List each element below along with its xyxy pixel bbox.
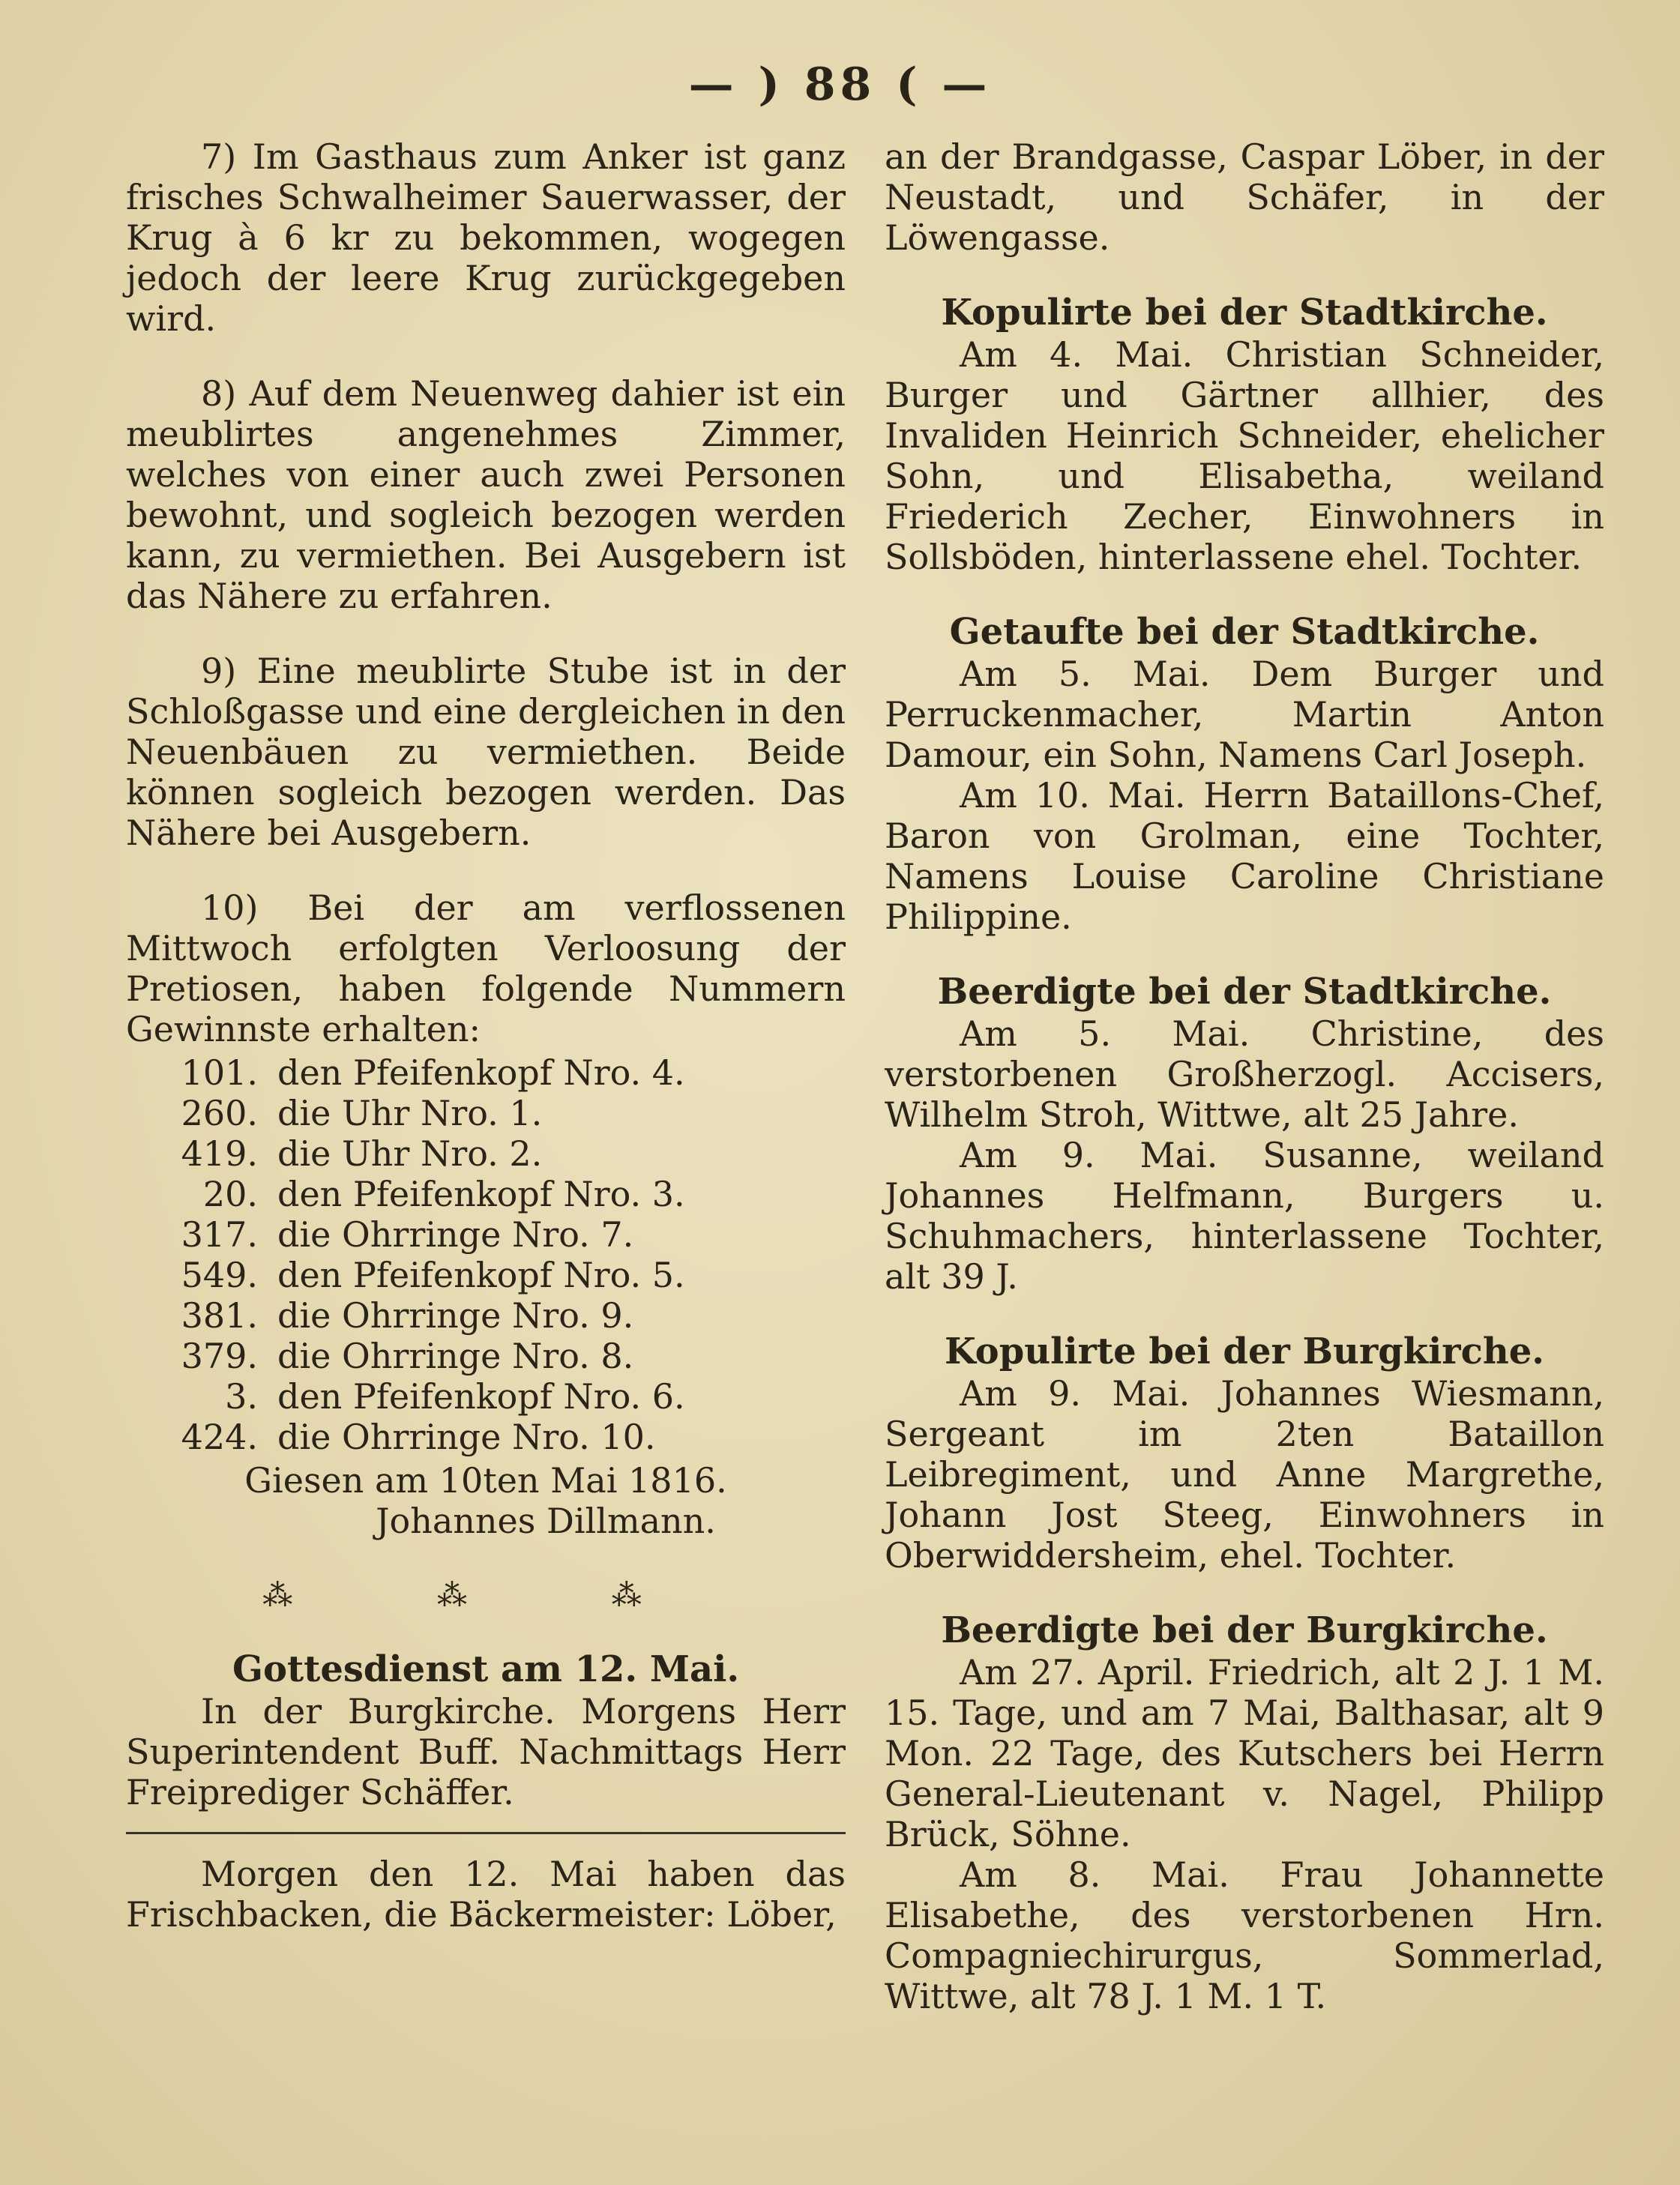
lottery-row bbox=[126, 1255, 846, 1295]
lottery-row bbox=[126, 1336, 846, 1376]
bakers-notice: Morgen den 12. Mai haben das Frischbacken, die Bäckermeister: Löber, bbox=[126, 1854, 846, 1935]
notice-item-9: 9) Eine meublirte Stube ist in der Schloßgasse und eine dergleichen in den Neuenbäuen zu vermiethen. Beide können sogleich bezogen werden. Das Nähere bei Ausgebern. bbox=[126, 651, 846, 853]
lottery-number: 3. bbox=[225, 1376, 258, 1417]
lottery-row bbox=[126, 1376, 846, 1417]
lottery-number: 381. bbox=[181, 1295, 258, 1336]
section-getaufte-stadtkirche bbox=[885, 612, 1604, 937]
register-entry: Am 9. Mai. Susanne, weiland Johannes Helfmann, Burgers u. Schuhmachers, hinterlassene Tochter, alt 39 J. bbox=[885, 1135, 1604, 1297]
lottery-prize: die Ohrringe Nro. 10. bbox=[277, 1417, 656, 1457]
section-kopulirte-stadtkirche bbox=[885, 292, 1604, 577]
section-beerdigte-stadtkirche bbox=[885, 971, 1604, 1297]
register-entry: Am 8. Mai. Frau Johannette Elisabethe, des verstorbenen Hrn. Compagniechirurgus, Sommerlad, Wittwe, alt 78 J. 1 M. 1 T. bbox=[885, 1854, 1604, 2016]
lottery-number: 424. bbox=[181, 1417, 258, 1457]
lottery-prize: den Pfeifenkopf Nro. 6. bbox=[277, 1376, 685, 1417]
bakers-notice-continued: an der Brandgasse, Caspar Löber, in der Neustadt, und Schäfer, in der Löwengasse. bbox=[885, 136, 1604, 258]
lottery-list bbox=[126, 1052, 846, 1457]
lottery-row bbox=[126, 1295, 846, 1336]
register-entry: Am 27. April. Friedrich, alt 2 J. 1 M. 15. Tage, und am 7 Mai, Balthasar, alt 9 Mon. 22 Tage, des Kutschers bei Herrn General-Lieutenant v. Nagel, Philipp Brück, Söhne. bbox=[885, 1652, 1604, 1854]
lottery-number: 260. bbox=[181, 1093, 258, 1133]
section-heading: Beerdigte bei der Stadtkirche. bbox=[937, 971, 1552, 1013]
lottery-number: 20. bbox=[202, 1174, 258, 1214]
lottery-row bbox=[126, 1174, 846, 1214]
lottery-row bbox=[126, 1214, 846, 1255]
register-entry: Am 5. Mai. Dem Burger und Perruckenmacher, Martin Anton Damour, ein Sohn, Namens Carl Joseph. bbox=[885, 654, 1604, 775]
notice-item-8: 8) Auf dem Neuenweg dahier ist ein meublirtes angenehmes Zimmer, welches von einer auch zwei Personen bewohnt, und sogleich bezogen werden kann, zu vermiethen. Bei Ausgebern ist das Nähere zu erfahren. bbox=[126, 373, 846, 616]
lottery-row bbox=[126, 1093, 846, 1133]
register-entry: Am 4. Mai. Christian Schneider, Burger und Gärtner allhier, des Invaliden Heinrich Schneider, ehelicher Sohn, und Elisabetha, weiland Friederich Zecher, Einwohners in Sollsböden, hinterlassene ehel. Tochter. bbox=[885, 334, 1604, 577]
lottery-prize: die Ohrringe Nro. 7. bbox=[277, 1214, 634, 1255]
lottery-prize: die Ohrringe Nro. 9. bbox=[277, 1295, 634, 1336]
register-entry: Am 9. Mai. Johannes Wiesmann, Sergeant im 2ten Bataillon Leibregiment, und Anne Margrethe, Johann Jost Steeg, Einwohners in Oberwiddersheim, ehel. Tochter. bbox=[885, 1373, 1604, 1576]
lottery-prize: den Pfeifenkopf Nro. 5. bbox=[277, 1255, 685, 1295]
lottery-number: 419. bbox=[181, 1133, 258, 1174]
lottery-number: 549. bbox=[181, 1255, 258, 1295]
section-beerdigte-burgkirche bbox=[885, 1610, 1604, 2016]
section-heading: Beerdigte bei der Burgkirche. bbox=[941, 1609, 1548, 1651]
service-text: In der Burgkirche. Morgens Herr Superintendent Buff. Nachmittags Herr Freiprediger Schäffer. bbox=[126, 1691, 846, 1812]
section-kopulirte-burgkirche bbox=[885, 1331, 1604, 1576]
notice-item-10: 10) Bei der am verflossenen Mittwoch erfolgten Verloosung der Pretiosen, haben folgende Nummern Gewinnste erhalten: bbox=[126, 887, 846, 1049]
lottery-prize: die Ohrringe Nro. 8. bbox=[277, 1336, 634, 1376]
lottery-prize: den Pfeifenkopf Nro. 3. bbox=[277, 1174, 685, 1214]
section-heading: Getaufte bei der Stadtkirche. bbox=[949, 611, 1540, 653]
lottery-row bbox=[126, 1417, 846, 1457]
register-entry: Am 10. Mai. Herrn Bataillons-Chef, Baron von Grolman, eine Tochter, Namens Louise Caroline Christiane Philippine. bbox=[885, 775, 1604, 937]
section-heading: Kopulirte bei der Burgkirche. bbox=[945, 1330, 1544, 1372]
service-heading: Gottesdienst am 12. Mai. bbox=[232, 1648, 740, 1690]
ornament-stars: ⁂ ⁂ ⁂ bbox=[262, 1579, 709, 1613]
lottery-number: 101. bbox=[181, 1052, 258, 1093]
page-number: — ) 88 ( — bbox=[688, 58, 992, 111]
register-entry: Am 5. Mai. Christine, des verstorbenen Großherzogl. Accisers, Wilhelm Stroh, Wittwe, alt 25 Jahre. bbox=[885, 1013, 1604, 1135]
lottery-row bbox=[126, 1052, 846, 1093]
left-column bbox=[126, 136, 846, 1935]
right-column bbox=[885, 136, 1604, 2051]
lottery-prize: die Uhr Nro. 2. bbox=[277, 1133, 543, 1174]
divider-rule bbox=[126, 1832, 846, 1834]
signature-place-date: Giesen am 10ten Mai 1816. bbox=[244, 1460, 727, 1501]
lottery-prize: die Uhr Nro. 1. bbox=[277, 1093, 543, 1133]
notice-item-7: 7) Im Gasthaus zum Anker ist ganz frisches Schwalheimer Sauerwasser, der Krug à 6 kr zu bekommen, wogegen jedoch der leere Krug zurückgegeben wird. bbox=[126, 136, 846, 339]
section-heading: Kopulirte bei der Stadtkirche. bbox=[941, 292, 1548, 334]
lottery-prize: den Pfeifenkopf Nro. 4. bbox=[277, 1052, 685, 1093]
signature-name: Johannes Dillmann. bbox=[376, 1501, 716, 1541]
lottery-row bbox=[126, 1133, 846, 1174]
lottery-number: 317. bbox=[181, 1214, 258, 1255]
lottery-number: 379. bbox=[181, 1336, 258, 1376]
